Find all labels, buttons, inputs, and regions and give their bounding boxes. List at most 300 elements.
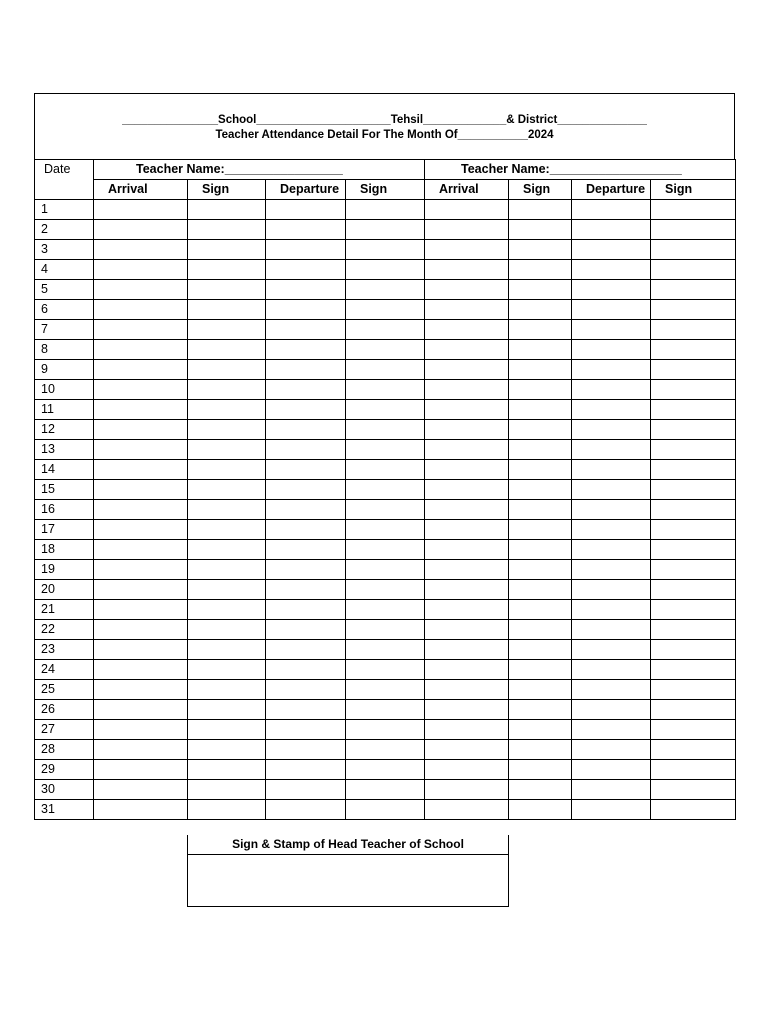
teacher-2-arrival-cell[interactable] [425,280,509,300]
teacher-1-sign-cell[interactable] [188,740,266,760]
table-row [35,380,736,400]
teacher-2-arrival-cell[interactable] [425,520,509,540]
day-number: 12 [35,420,94,440]
teacher-1-departure-sign-cell[interactable] [346,540,425,560]
teacher-2-departure-sign-cell[interactable] [651,740,736,760]
day-number: 4 [35,260,94,280]
teacher-1-departure-sign-cell[interactable] [346,300,425,320]
teacher-1-arrival-cell[interactable] [94,240,188,260]
teacher-2-arrival-cell[interactable] [425,720,509,740]
teacher-2-arrival-cell[interactable] [425,640,509,660]
teacher-2-arrival-cell[interactable] [425,260,509,280]
teacher-2-arrival-cell[interactable] [425,480,509,500]
teacher-1-sign-cell[interactable] [188,220,266,240]
teacher-1-sign-cell[interactable] [188,660,266,680]
teacher-1-departure-sign-cell[interactable] [346,620,425,640]
teacher-2-name-field[interactable]: Teacher Name:___________________ [425,160,736,180]
teacher-2-sign-cell[interactable] [509,480,572,500]
teacher-2-sign-cell[interactable] [509,400,572,420]
teacher-1-departure-cell[interactable] [266,200,346,220]
teacher-2-departure-sign-cell[interactable] [651,620,736,640]
teacher-1-departure-sign-cell[interactable] [346,440,425,460]
teacher-1-departure-sign-cell[interactable] [346,380,425,400]
teacher-2-sign-header: Sign [509,180,572,200]
day-number: 29 [35,760,94,780]
teacher-1-departure-cell[interactable] [266,560,346,580]
teacher-1-arrival-cell[interactable] [94,320,188,340]
table-row [35,360,736,380]
teacher-1-name-field[interactable]: Teacher Name:_________________ [94,160,425,180]
teacher-1-departure-sign-cell[interactable] [346,760,425,780]
teacher-1-arrival-cell[interactable] [94,600,188,620]
teacher-2-departure-sign-cell[interactable] [651,680,736,700]
table-row [35,600,736,620]
day-number: 7 [35,320,94,340]
table-row [35,200,736,220]
teacher-2-departure-sign-cell[interactable] [651,300,736,320]
teacher-2-sign-cell[interactable] [509,380,572,400]
teacher-2-departure-sign-cell[interactable] [651,540,736,560]
teacher-2-departure-cell[interactable] [572,380,651,400]
teacher-2-sign-cell[interactable] [509,420,572,440]
teacher-1-sign-cell[interactable] [188,240,266,260]
teacher-2-departure-cell[interactable] [572,260,651,280]
teacher-1-departure-cell[interactable] [266,520,346,540]
teacher-2-departure-cell[interactable] [572,600,651,620]
teacher-1-sign-cell[interactable] [188,320,266,340]
day-number: 20 [35,580,94,600]
teacher-2-sign-cell[interactable] [509,780,572,800]
teacher-1-departure-cell[interactable] [266,680,346,700]
table-row [35,420,736,440]
teacher-2-departure-sign-cell[interactable] [651,720,736,740]
teacher-1-departure-sign-cell[interactable] [346,700,425,720]
teacher-2-arrival-cell[interactable] [425,620,509,640]
teacher-2-departure-sign-cell[interactable] [651,600,736,620]
teacher-2-sign-cell[interactable] [509,620,572,640]
teacher-2-sign-cell[interactable] [509,540,572,560]
teacher-2-departure-cell[interactable] [572,620,651,640]
teacher-2-sign-cell[interactable] [509,700,572,720]
teacher-1-departure-sign-cell[interactable] [346,260,425,280]
day-number: 1 [35,200,94,220]
teacher-1-departure-sign-cell[interactable] [346,500,425,520]
teacher-1-arrival-cell[interactable] [94,580,188,600]
teacher-2-departure-cell[interactable] [572,680,651,700]
teacher-1-departure-sign-cell[interactable] [346,480,425,500]
teacher-2-sign-cell[interactable] [509,640,572,660]
teacher-1-arrival-cell[interactable] [94,380,188,400]
teacher-2-arrival-cell[interactable] [425,680,509,700]
teacher-1-departure-sign-header: Sign [346,180,425,200]
teacher-1-departure-sign-cell[interactable] [346,740,425,760]
teacher-2-sign-cell[interactable] [509,340,572,360]
day-number: 23 [35,640,94,660]
teacher-2-arrival-cell[interactable] [425,780,509,800]
teacher-1-sign-cell[interactable] [188,580,266,600]
teacher-2-sign-cell[interactable] [509,580,572,600]
teacher-1-arrival-cell[interactable] [94,360,188,380]
attendance-sheet [34,93,735,820]
day-number: 24 [35,660,94,680]
teacher-1-arrival-cell[interactable] [94,480,188,500]
teacher-1-departure-cell[interactable] [266,780,346,800]
teacher-2-sign-cell[interactable] [509,440,572,460]
teacher-1-arrival-cell[interactable] [94,420,188,440]
teacher-1-arrival-cell[interactable] [94,640,188,660]
teacher-1-departure-cell[interactable] [266,500,346,520]
teacher-2-departure-cell[interactable] [572,660,651,680]
teacher-2-arrival-cell[interactable] [425,320,509,340]
teacher-1-departure-sign-cell[interactable] [346,800,425,820]
teacher-1-departure-cell[interactable] [266,280,346,300]
teacher-1-departure-cell[interactable] [266,340,346,360]
day-number: 9 [35,360,94,380]
teacher-2-arrival-cell[interactable] [425,420,509,440]
teacher-2-arrival-cell[interactable] [425,240,509,260]
teacher-2-sign-cell[interactable] [509,280,572,300]
teacher-2-departure-sign-cell[interactable] [651,340,736,360]
teacher-2-departure-sign-cell[interactable] [651,460,736,480]
teacher-1-departure-sign-cell[interactable] [346,640,425,660]
table-row [35,440,736,460]
day-number: 28 [35,740,94,760]
teacher-2-departure-sign-cell[interactable] [651,780,736,800]
table-row [35,760,736,780]
teacher-2-departure-cell[interactable] [572,700,651,720]
teacher-1-sign-cell[interactable] [188,680,266,700]
teacher-1-arrival-cell[interactable] [94,720,188,740]
teacher-2-sign-cell[interactable] [509,460,572,480]
teacher-1-arrival-cell[interactable] [94,440,188,460]
teacher-1-sign-cell[interactable] [188,540,266,560]
teacher-2-departure-cell[interactable] [572,540,651,560]
teacher-2-sign-cell[interactable] [509,680,572,700]
teacher-2-departure-cell[interactable] [572,340,651,360]
day-number: 13 [35,440,94,460]
teacher-2-arrival-cell[interactable] [425,300,509,320]
teacher-1-arrival-cell[interactable] [94,220,188,240]
teacher-1-arrival-cell[interactable] [94,400,188,420]
teacher-2-sign-cell[interactable] [509,220,572,240]
table-row [35,480,736,500]
teacher-2-departure-sign-cell[interactable] [651,360,736,380]
teacher-2-arrival-cell[interactable] [425,660,509,680]
table-row [35,540,736,560]
teacher-2-arrival-cell[interactable] [425,500,509,520]
teacher-2-departure-cell[interactable] [572,780,651,800]
teacher-2-sign-cell[interactable] [509,500,572,520]
teacher-1-arrival-cell[interactable] [94,520,188,540]
teacher-2-departure-sign-cell[interactable] [651,480,736,500]
teacher-1-departure-cell[interactable] [266,640,346,660]
teacher-1-departure-sign-cell[interactable] [346,780,425,800]
teacher-1-departure-sign-cell[interactable] [346,220,425,240]
teacher-2-departure-cell[interactable] [572,240,651,260]
day-number: 5 [35,280,94,300]
teacher-2-arrival-cell[interactable] [425,340,509,360]
teacher-2-departure-sign-cell[interactable] [651,220,736,240]
table-row [35,800,736,820]
teacher-1-departure-cell[interactable] [266,760,346,780]
teacher-2-departure-cell[interactable] [572,800,651,820]
teacher-2-departure-cell[interactable] [572,460,651,480]
teacher-1-departure-sign-cell[interactable] [346,460,425,480]
table-row [35,680,736,700]
teacher-2-departure-cell[interactable] [572,640,651,660]
teacher-2-departure-sign-cell[interactable] [651,440,736,460]
teacher-2-sign-cell[interactable] [509,200,572,220]
teacher-1-sign-cell[interactable] [188,700,266,720]
teacher-2-departure-sign-cell[interactable] [651,200,736,220]
teacher-1-departure-cell[interactable] [266,440,346,460]
teacher-1-arrival-cell[interactable] [94,200,188,220]
table-header-row-columns [35,180,736,200]
teacher-1-departure-sign-cell[interactable] [346,520,425,540]
teacher-2-arrival-cell[interactable] [425,200,509,220]
teacher-2-departure-sign-cell[interactable] [651,520,736,540]
teacher-1-arrival-cell[interactable] [94,300,188,320]
stamp-label: Sign & Stamp of Head Teacher of School [187,835,509,855]
teacher-2-departure-cell[interactable] [572,500,651,520]
teacher-2-arrival-cell[interactable] [425,700,509,720]
teacher-1-departure-cell[interactable] [266,600,346,620]
teacher-2-departure-cell[interactable] [572,760,651,780]
teacher-2-departure-cell[interactable] [572,320,651,340]
table-row [35,720,736,740]
teacher-2-arrival-cell[interactable] [425,460,509,480]
teacher-1-departure-cell[interactable] [266,240,346,260]
teacher-2-departure-cell[interactable] [572,440,651,460]
school-tehsil-district-line: _______________School_____________________Tehsil_____________& District______________ [122,114,647,126]
teacher-1-sign-cell[interactable] [188,300,266,320]
day-number: 6 [35,300,94,320]
table-row [35,280,736,300]
teacher-2-sign-cell[interactable] [509,300,572,320]
teacher-1-sign-cell[interactable] [188,520,266,540]
teacher-1-sign-cell[interactable] [188,640,266,660]
teacher-2-arrival-cell[interactable] [425,560,509,580]
teacher-2-departure-cell[interactable] [572,720,651,740]
teacher-1-arrival-cell[interactable] [94,540,188,560]
teacher-1-departure-sign-cell[interactable] [346,340,425,360]
day-number: 27 [35,720,94,740]
teacher-1-arrival-cell[interactable] [94,560,188,580]
teacher-2-arrival-cell[interactable] [425,360,509,380]
teacher-2-departure-sign-cell[interactable] [651,260,736,280]
teacher-2-departure-cell[interactable] [572,360,651,380]
teacher-1-sign-cell[interactable] [188,340,266,360]
teacher-1-departure-cell[interactable] [266,380,346,400]
teacher-1-departure-cell[interactable] [266,720,346,740]
teacher-1-sign-cell[interactable] [188,800,266,820]
table-row [35,740,736,760]
teacher-2-departure-sign-cell[interactable] [651,640,736,660]
teacher-2-sign-cell[interactable] [509,800,572,820]
teacher-1-arrival-cell[interactable] [94,700,188,720]
teacher-1-sign-cell[interactable] [188,500,266,520]
teacher-1-departure-cell[interactable] [266,700,346,720]
teacher-1-departure-cell[interactable] [266,260,346,280]
teacher-1-departure-sign-cell[interactable] [346,360,425,380]
teacher-1-arrival-cell[interactable] [94,620,188,640]
teacher-2-departure-sign-cell[interactable] [651,420,736,440]
teacher-2-departure-cell[interactable] [572,480,651,500]
table-row [35,320,736,340]
teacher-1-departure-cell[interactable] [266,660,346,680]
teacher-1-departure-cell[interactable] [266,220,346,240]
day-number: 19 [35,560,94,580]
teacher-1-departure-cell[interactable] [266,300,346,320]
teacher-2-departure-sign-cell[interactable] [651,580,736,600]
day-number: 3 [35,240,94,260]
teacher-2-arrival-cell[interactable] [425,540,509,560]
teacher-1-departure-cell[interactable] [266,420,346,440]
teacher-1-departure-cell[interactable] [266,620,346,640]
teacher-1-sign-header: Sign [188,180,266,200]
teacher-2-departure-cell[interactable] [572,580,651,600]
teacher-1-departure-sign-cell[interactable] [346,320,425,340]
teacher-1-sign-cell[interactable] [188,720,266,740]
teacher-1-departure-cell[interactable] [266,800,346,820]
teacher-2-arrival-cell[interactable] [425,220,509,240]
teacher-2-sign-cell[interactable] [509,760,572,780]
teacher-2-arrival-cell[interactable] [425,400,509,420]
teacher-2-sign-cell[interactable] [509,240,572,260]
teacher-1-departure-sign-cell[interactable] [346,420,425,440]
teacher-1-arrival-cell[interactable] [94,760,188,780]
teacher-2-sign-cell[interactable] [509,720,572,740]
teacher-1-sign-cell[interactable] [188,560,266,580]
table-row [35,460,736,480]
teacher-1-sign-cell[interactable] [188,420,266,440]
teacher-1-departure-cell[interactable] [266,460,346,480]
teacher-1-sign-cell[interactable] [188,400,266,420]
teacher-1-arrival-cell[interactable] [94,460,188,480]
teacher-2-departure-sign-cell[interactable] [651,760,736,780]
teacher-1-departure-sign-cell[interactable] [346,600,425,620]
teacher-1-departure-cell[interactable] [266,480,346,500]
teacher-1-departure-cell[interactable] [266,580,346,600]
teacher-1-departure-sign-cell[interactable] [346,660,425,680]
teacher-2-departure-cell[interactable] [572,520,651,540]
teacher-2-arrival-cell[interactable] [425,580,509,600]
teacher-1-arrival-cell[interactable] [94,740,188,760]
teacher-1-departure-sign-cell[interactable] [346,240,425,260]
teacher-1-sign-cell[interactable] [188,600,266,620]
teacher-2-sign-cell[interactable] [509,260,572,280]
teacher-1-arrival-cell[interactable] [94,800,188,820]
teacher-2-sign-cell[interactable] [509,560,572,580]
teacher-2-arrival-cell[interactable] [425,760,509,780]
teacher-2-departure-cell[interactable] [572,740,651,760]
teacher-1-sign-cell[interactable] [188,760,266,780]
teacher-1-departure-sign-cell[interactable] [346,200,425,220]
table-row [35,520,736,540]
teacher-2-sign-cell[interactable] [509,600,572,620]
teacher-2-arrival-cell[interactable] [425,740,509,760]
teacher-2-arrival-cell[interactable] [425,600,509,620]
teacher-1-departure-sign-cell[interactable] [346,400,425,420]
teacher-1-departure-sign-cell[interactable] [346,580,425,600]
teacher-2-departure-sign-cell[interactable] [651,320,736,340]
teacher-2-departure-sign-cell[interactable] [651,400,736,420]
teacher-1-arrival-cell[interactable] [94,340,188,360]
teacher-1-arrival-cell[interactable] [94,660,188,680]
teacher-1-arrival-cell[interactable] [94,500,188,520]
teacher-2-sign-cell[interactable] [509,320,572,340]
teacher-1-departure-cell[interactable] [266,540,346,560]
teacher-1-arrival-cell[interactable] [94,280,188,300]
day-number: 21 [35,600,94,620]
teacher-1-sign-cell[interactable] [188,780,266,800]
teacher-2-departure-sign-cell[interactable] [651,380,736,400]
teacher-1-arrival-cell[interactable] [94,260,188,280]
table-row [35,220,736,240]
table-row [35,340,736,360]
teacher-1-arrival-cell[interactable] [94,680,188,700]
teacher-2-sign-cell[interactable] [509,740,572,760]
teacher-1-departure-sign-cell[interactable] [346,680,425,700]
teacher-2-departure-cell[interactable] [572,220,651,240]
teacher-2-departure-cell[interactable] [572,400,651,420]
day-number: 17 [35,520,94,540]
teacher-1-departure-cell[interactable] [266,320,346,340]
teacher-2-arrival-cell[interactable] [425,440,509,460]
teacher-1-arrival-cell[interactable] [94,780,188,800]
teacher-2-departure-sign-cell[interactable] [651,240,736,260]
teacher-2-departure-sign-cell[interactable] [651,500,736,520]
teacher-1-sign-cell[interactable] [188,360,266,380]
teacher-1-departure-sign-cell[interactable] [346,280,425,300]
teacher-2-departure-cell[interactable] [572,420,651,440]
teacher-2-departure-sign-cell[interactable] [651,560,736,580]
day-number: 8 [35,340,94,360]
day-number: 11 [35,400,94,420]
teacher-2-sign-cell[interactable] [509,520,572,540]
teacher-2-departure-cell[interactable] [572,560,651,580]
teacher-1-sign-cell[interactable] [188,440,266,460]
teacher-1-sign-cell[interactable] [188,380,266,400]
day-number: 30 [35,780,94,800]
teacher-2-sign-cell[interactable] [509,360,572,380]
table-row [35,240,736,260]
teacher-2-departure-cell[interactable] [572,280,651,300]
teacher-1-sign-cell[interactable] [188,200,266,220]
teacher-1-sign-cell[interactable] [188,280,266,300]
teacher-1-departure-cell[interactable] [266,360,346,380]
teacher-2-departure-cell[interactable] [572,300,651,320]
teacher-1-departure-sign-cell[interactable] [346,560,425,580]
teacher-2-arrival-cell[interactable] [425,800,509,820]
teacher-1-sign-cell[interactable] [188,480,266,500]
teacher-2-arrival-header: Arrival [425,180,509,200]
teacher-1-departure-cell[interactable] [266,740,346,760]
teacher-2-departure-sign-cell[interactable] [651,660,736,680]
teacher-2-sign-cell[interactable] [509,660,572,680]
teacher-2-arrival-cell[interactable] [425,380,509,400]
stamp-signature-box[interactable] [187,855,509,907]
teacher-1-sign-cell[interactable] [188,620,266,640]
teacher-2-departure-sign-cell[interactable] [651,280,736,300]
teacher-1-sign-cell[interactable] [188,260,266,280]
teacher-1-sign-cell[interactable] [188,460,266,480]
teacher-1-departure-cell[interactable] [266,400,346,420]
teacher-1-departure-sign-cell[interactable] [346,720,425,740]
teacher-2-departure-cell[interactable] [572,200,651,220]
teacher-2-departure-sign-cell[interactable] [651,700,736,720]
teacher-2-departure-sign-cell[interactable] [651,800,736,820]
